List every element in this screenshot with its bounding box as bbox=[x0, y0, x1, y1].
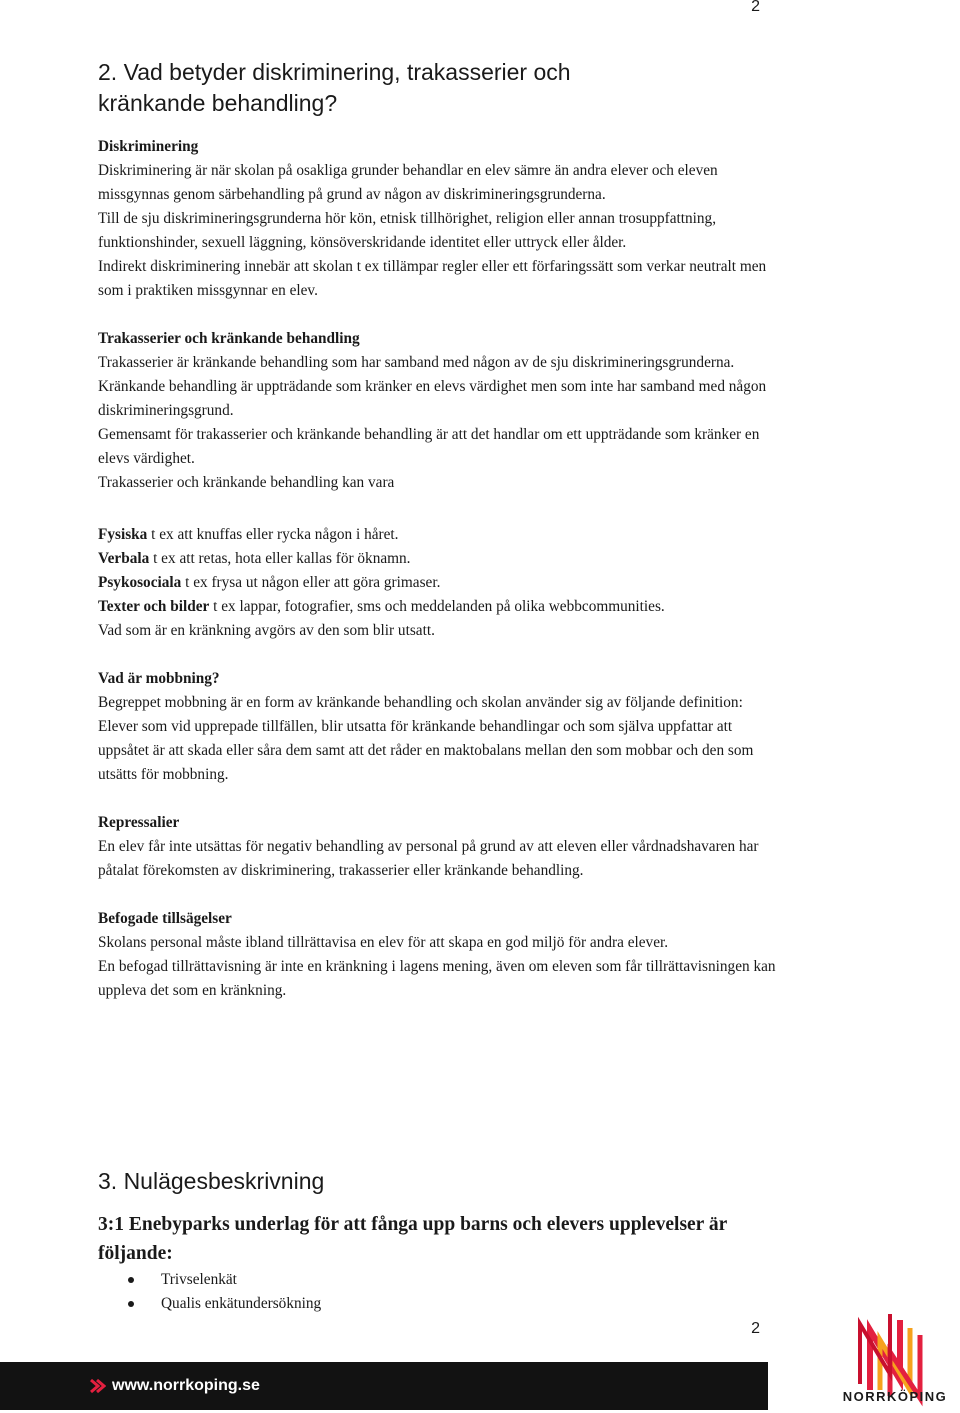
paragraph: Diskriminering är när skolan på osakliga grunder behandlar en elev sämre än andra elever och eleven missgynnas genom särbehandling på grund av någon av diskrimineringsgrunderna. bbox=[98, 162, 718, 203]
paragraph: Trakasserier och kränkande behandling kan vara bbox=[98, 474, 395, 491]
section-2-title bbox=[98, 57, 718, 119]
logo-wordmark: NORRKÖPING bbox=[842, 1389, 948, 1404]
type-text: t ex frysa ut någon eller att göra grimaser. bbox=[181, 574, 441, 591]
heading-trakasserier: Trakasserier och kränkande behandling bbox=[98, 330, 360, 347]
footer-url-link[interactable]: www.norrkoping.se bbox=[112, 1377, 260, 1394]
footer-bar bbox=[0, 1362, 768, 1410]
types-note: Vad som är en kränkning avgörs av den som blir utsatt. bbox=[98, 622, 435, 639]
type-term: Texter och bilder bbox=[98, 598, 210, 615]
page-number-top: 2 bbox=[751, 0, 760, 15]
heading-diskriminering: Diskriminering bbox=[98, 138, 199, 155]
heading-mobbning: Vad är mobbning? bbox=[98, 670, 220, 687]
type-text: t ex lappar, fotografier, sms och meddelanden på olika webbcommunities. bbox=[209, 598, 665, 615]
section-2-title-line1: 2. Vad betyder diskriminering, trakasserier och bbox=[98, 59, 571, 85]
paragraph: Trakasserier är kränkande behandling som har samband med någon av de sju diskrimineringsgrunderna. bbox=[98, 354, 735, 371]
paragraph: Elever som vid upprepade tillfällen, blir utsatta för kränkande behandlingar och som själva uppfattar att uppsåtet är att skada eller såra dem samt att det råder en maktobalans mellan den som mobbar och den som utsätts för mobbning. bbox=[98, 718, 754, 783]
type-item bbox=[98, 523, 778, 547]
paragraph: Kränkande behandling är uppträdande som kränker en elevs värdighet men som inte har samband med någon diskrimineringsgrund. bbox=[98, 378, 767, 419]
type-text: t ex att knuffas eller rycka någon i håret. bbox=[147, 526, 399, 543]
paragraph: Gemensamt för trakasserier och kränkande behandling är att det handlar om ett uppträdande som kränker en elevs värdighet. bbox=[98, 426, 760, 467]
type-item bbox=[98, 595, 778, 619]
list-item bbox=[98, 1268, 321, 1292]
type-term: Psykosociala bbox=[98, 574, 182, 591]
type-item bbox=[98, 547, 778, 571]
list-item-label: Trivselenkät bbox=[161, 1271, 237, 1288]
paragraph: En elev får inte utsättas för negativ behandling av personal på grund av att eleven eller vårdnadshavaren har påtalat förekomsten av diskriminering, trakasserier eller kränkande behandling. bbox=[98, 838, 759, 879]
type-term: Verbala bbox=[98, 550, 150, 567]
bullet-icon bbox=[128, 1301, 134, 1307]
bullet-list bbox=[98, 1268, 321, 1316]
arrow-right-icon bbox=[88, 1377, 106, 1395]
heading-tillsagelser: Befogade tillsägelser bbox=[98, 910, 232, 927]
paragraph: Till de sju diskrimineringsgrunderna hör kön, etnisk tillhörighet, religion eller annan trosuppfattning, funktionshinder, sexuell läggning, könsöverskridande identitet eller uttryck eller ålder. bbox=[98, 210, 717, 251]
type-item bbox=[98, 571, 778, 595]
document-body bbox=[98, 135, 778, 1003]
paragraph: Indirekt diskriminering innebär att skolan t ex tillämpar regler eller ett förfaringssätt som verkar neutralt men som i praktiken missgynnar en elev. bbox=[98, 258, 767, 299]
bullet-icon bbox=[128, 1277, 134, 1283]
list-item bbox=[98, 1292, 321, 1316]
paragraph: En befogad tillrättavisning är inte en kränkning i lagens mening, även om eleven som får tillrättavisningen kan uppleva det som en kränkning. bbox=[98, 958, 776, 999]
paragraph: Skolans personal måste ibland tillrättavisa en elev för att skapa en god miljö för andra elever. bbox=[98, 934, 669, 951]
section-3-subtitle: 3:1 Enebyparks underlag för att fånga upp barns och elevers upplevelser är följande: bbox=[98, 1214, 727, 1264]
paragraph: Begreppet mobbning är en form av kränkande behandling och skolan använder sig av följande definition: bbox=[98, 694, 743, 711]
list-item-label: Qualis enkätundersökning bbox=[161, 1295, 322, 1312]
type-term: Fysiska bbox=[98, 526, 148, 543]
section-3-title: 3. Nulägesbeskrivning bbox=[98, 1168, 325, 1194]
heading-repressalier: Repressalier bbox=[98, 814, 180, 831]
type-text: t ex att retas, hota eller kallas för öknamn. bbox=[149, 550, 411, 567]
section-2-title-line2: kränkande behandling? bbox=[98, 90, 338, 116]
page-number-bottom: 2 bbox=[751, 1320, 760, 1337]
